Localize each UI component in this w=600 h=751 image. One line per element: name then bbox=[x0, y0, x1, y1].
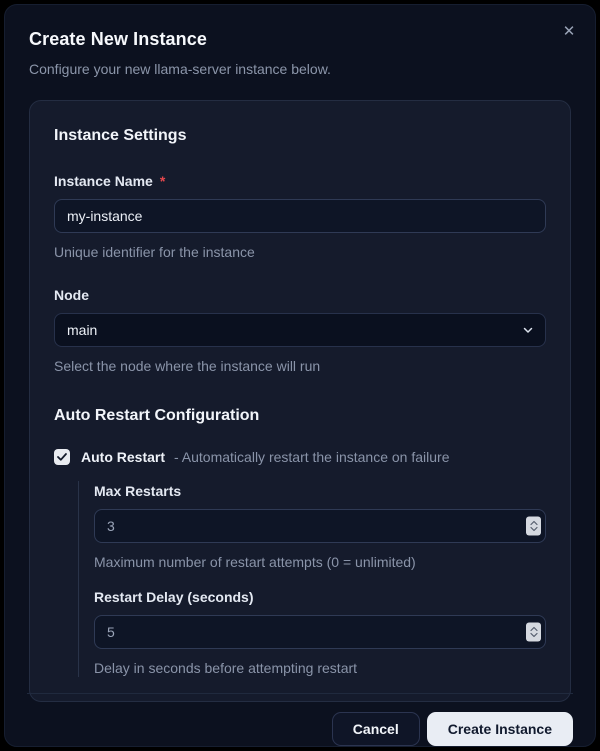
dialog-footer bbox=[5, 694, 595, 746]
auto-restart-description: - Automatically restart the instance on failure bbox=[174, 449, 450, 465]
auto-restart-heading: Auto Restart Configuration bbox=[54, 407, 260, 424]
restart-delay-field bbox=[94, 587, 546, 677]
dialog-subtitle: Configure your new llama-server instance below. bbox=[29, 61, 331, 77]
stepper-up-icon[interactable] bbox=[530, 627, 538, 632]
instance-name-field bbox=[54, 171, 546, 261]
restart-delay-label: Restart Delay (seconds) bbox=[94, 589, 254, 605]
dialog-scroll-area[interactable] bbox=[5, 100, 595, 679]
number-stepper[interactable] bbox=[526, 517, 541, 536]
dialog-title: Create New Instance bbox=[29, 29, 207, 49]
stepper-down-icon[interactable] bbox=[530, 527, 538, 532]
close-icon[interactable]: ✕ bbox=[557, 19, 581, 43]
create-instance-button[interactable]: Create Instance bbox=[427, 712, 573, 746]
required-asterisk: * bbox=[159, 173, 166, 189]
number-stepper[interactable] bbox=[526, 623, 541, 642]
instance-settings-card bbox=[29, 100, 571, 702]
max-restarts-input[interactable] bbox=[94, 509, 546, 543]
node-select[interactable] bbox=[54, 313, 546, 347]
instance-name-help: Unique identifier for the instance bbox=[54, 244, 255, 260]
stepper-up-icon[interactable] bbox=[530, 521, 538, 526]
stepper-down-icon[interactable] bbox=[530, 633, 538, 638]
restart-delay-help: Delay in seconds before attempting restart bbox=[94, 660, 358, 676]
instance-name-label-row bbox=[54, 171, 546, 191]
restart-delay-input[interactable] bbox=[94, 615, 546, 649]
node-field bbox=[54, 285, 546, 375]
create-instance-dialog bbox=[4, 4, 596, 747]
node-label: Node bbox=[54, 287, 89, 303]
auto-restart-checkbox[interactable] bbox=[54, 449, 70, 465]
checkmark-icon bbox=[57, 453, 67, 461]
max-restarts-label: Max Restarts bbox=[94, 483, 182, 499]
max-restarts-field bbox=[94, 481, 546, 571]
instance-name-input[interactable] bbox=[54, 199, 546, 233]
cancel-button[interactable]: Cancel bbox=[332, 712, 420, 746]
auto-restart-options-group bbox=[78, 481, 546, 677]
instance-settings-heading: Instance Settings bbox=[54, 127, 187, 144]
auto-restart-checkbox-row bbox=[54, 449, 546, 465]
instance-name-label: Instance Name bbox=[54, 173, 153, 189]
auto-restart-label[interactable]: Auto Restart bbox=[81, 449, 166, 465]
node-help: Select the node where the instance will run bbox=[54, 358, 321, 374]
max-restarts-help: Maximum number of restart attempts (0 = unlimited) bbox=[94, 554, 416, 570]
dialog-header bbox=[5, 5, 595, 79]
